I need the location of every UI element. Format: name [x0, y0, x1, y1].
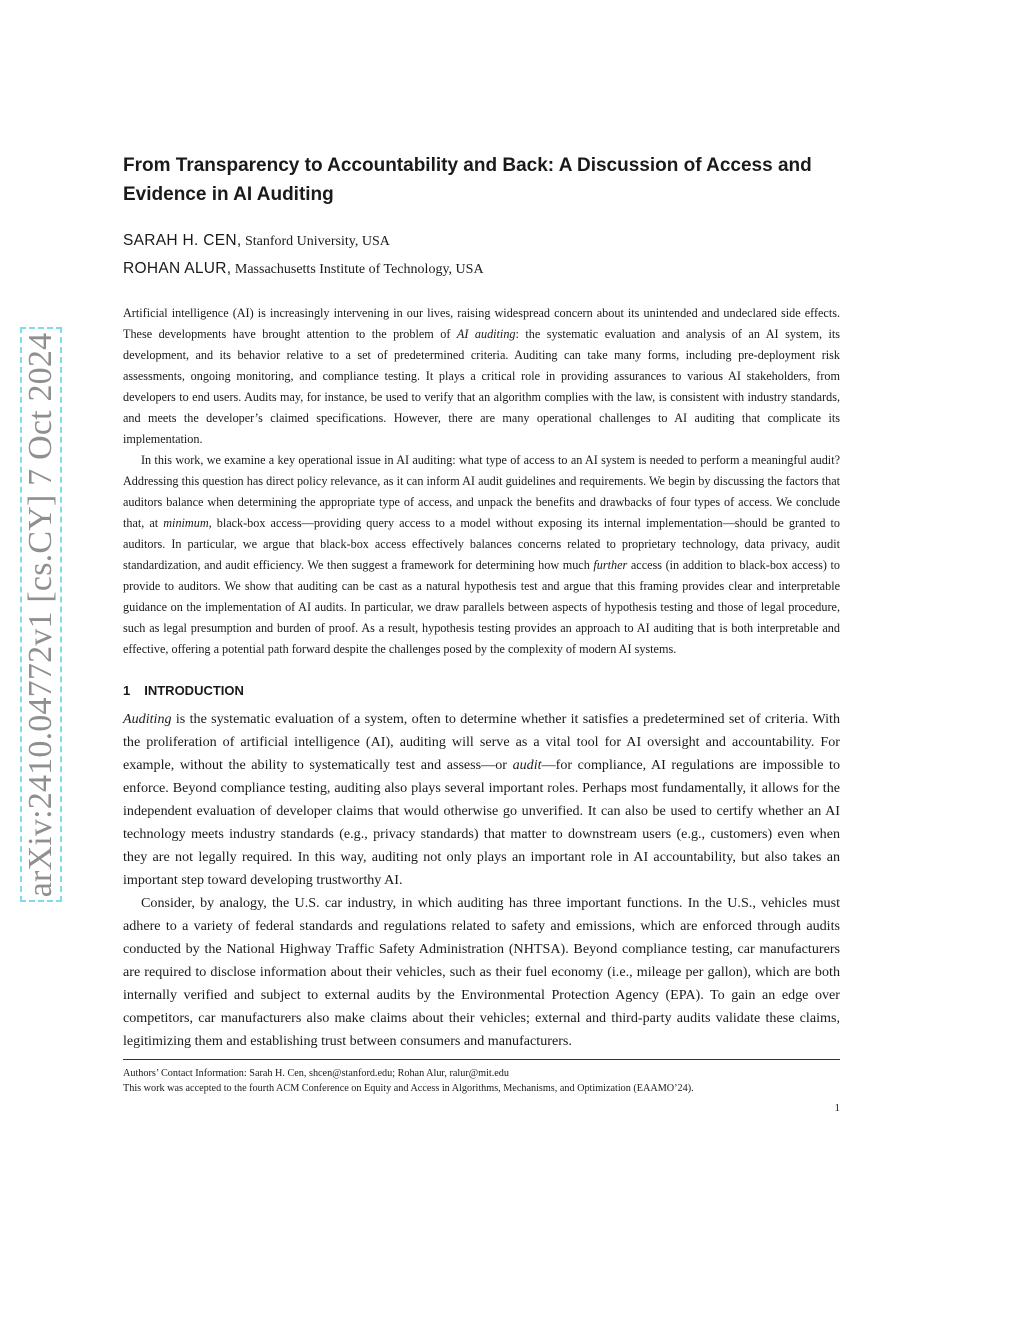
emphasis: minimum: [163, 516, 209, 530]
abstract-paragraph: Artificial intelligence (AI) is increasingly intervening in our lives, raising widespread concern about its unintended and undeclared side effects. These developments have brought attention to the problem of AI auditing: the systematic evaluation and analysis of an AI system, its development, and its behavior relative to a set of predetermined criteria. Auditing can take many forms, including pre-deployment risk assessments, ongoing monitoring, and compliance testing. It plays a critical role in providing assurances to various AI stakeholders, from developers to end users. Audits may, for instance, be used to verify that an algorithm complies with the law, is consistent with industry standards, and meets the developer’s claimed specifications. However, there are many operational challenges to AI auditing that complicate its implementation.: [123, 306, 840, 446]
footnote-contact: Authors’ Contact Information: Sarah H. Cen, shcen@stanford.edu; Rohan Alur, ralur@mit.edu: [123, 1068, 509, 1079]
author-name: ROHAN ALUR,: [123, 260, 232, 277]
body-paragraph: Consider, by analogy, the U.S. car industry, in which auditing has three important functions. In the U.S., vehicles must adhere to a variety of federal standards and regulations related to safety and emissions, which are enforced through audits conducted by the National Highway Traffic Safety Administration (NHTSA). Beyond compliance testing, car manufacturers are required to disclose information about their vehicles, such as their fuel economy (i.e., mileage per gallon), which are both internally verified and subject to external audits by the Environmental Protection Agency (EPA). To gain an edge over competitors, car manufacturers also make claims about their vehicles; external and third-party audits validate these claims, legitimizing them and establishing trust between consumers and manufacturers.: [123, 895, 840, 1049]
page-number: 1: [834, 1102, 840, 1114]
emphasis: AI auditing: [456, 327, 516, 341]
abstract-paragraph: In this work, we examine a key operational issue in AI auditing: what type of access to an AI system is needed to perform a meaningful audit? Addressing this question has direct policy relevance, as it can inform AI audit guidelines and requirements. We begin by discussing the factors that auditors balance when determining the appropriate type of access, and unpack the benefits and drawbacks of four types of access. We conclude that, at minimum, black-box access—providing query access to a model without exposing its internal implementation—should be granted to auditors. In particular, we argue that black-box access effectively balances concerns related to proprietary technology, data privacy, audit standardization, and audit efficiency. We then suggest a framework for determining how much further access (in addition to black-box access) to provide to auditors. We show that auditing can be cast as a natural hypothesis test and argue that this framing provides clear and interpretable guidance on the implementation of AI audits. In particular, we draw parallels between aspects of hypothesis testing and those of legal procedure, such as legal presumption and burden of proof. As a result, hypothesis testing provides an approach to AI auditing that is both interpretable and effective, offering a potential path forward despite the challenges posed by the complexity of modern AI systems.: [123, 453, 840, 656]
author-line: [123, 227, 840, 255]
author-line: [123, 255, 840, 283]
abstract: [123, 303, 840, 660]
emphasis: further: [593, 558, 628, 572]
author-affiliation: Stanford University, USA: [241, 234, 390, 249]
author-name: SARAH H. CEN,: [123, 232, 242, 249]
emphasis: audit: [512, 757, 542, 773]
footnote-acceptance: This work was accepted to the fourth ACM Conference on Equity and Access in Algorithms, Mechanisms, and Optimization (EAAMO’24).: [123, 1083, 694, 1094]
paper-page: [123, 151, 841, 1114]
author-affiliation: Massachusetts Institute of Technology, USA: [231, 262, 484, 277]
footnote-divider: [123, 1059, 840, 1060]
section-heading: [123, 680, 840, 702]
paper-title: From Transparency to Accountability and Back: A Discussion of Access and Evidence in AI Auditing: [123, 155, 812, 205]
body-paragraph: Auditing is the systematic evaluation of a system, often to determine whether it satisfies a predetermined set of criteria. With the proliferation of artificial intelligence (AI), auditing will serve as a vital tool for AI oversight and accountability. For example, without the ability to systematically test and assess—or audit—for compliance, AI regulations are impossible to enforce. Beyond compliance testing, auditing also plays several important roles. Perhaps most fundamentally, it allows for the independent evaluation of developer claims that would otherwise go unverified. It can also be used to certify whether an AI technology meets industry standards (e.g., privacy standards) that matter to downstream users (e.g., customers) even when they are not legally required. In this way, auditing not only plays an important role in AI accountability, but also takes an important step toward developing trustworthy AI.: [123, 711, 841, 888]
arxiv-stamp: [20, 327, 62, 902]
section-title: INTRODUCTION: [144, 683, 244, 698]
section-number: 1: [123, 683, 131, 698]
footnotes: [123, 1066, 840, 1096]
emphasis: Auditing: [123, 711, 172, 727]
arxiv-stamp-text: arXiv:2410.04772v1 [cs.CY] 7 Oct 2024: [22, 332, 59, 897]
introduction-body: [123, 708, 840, 1053]
author-block: [123, 227, 840, 283]
